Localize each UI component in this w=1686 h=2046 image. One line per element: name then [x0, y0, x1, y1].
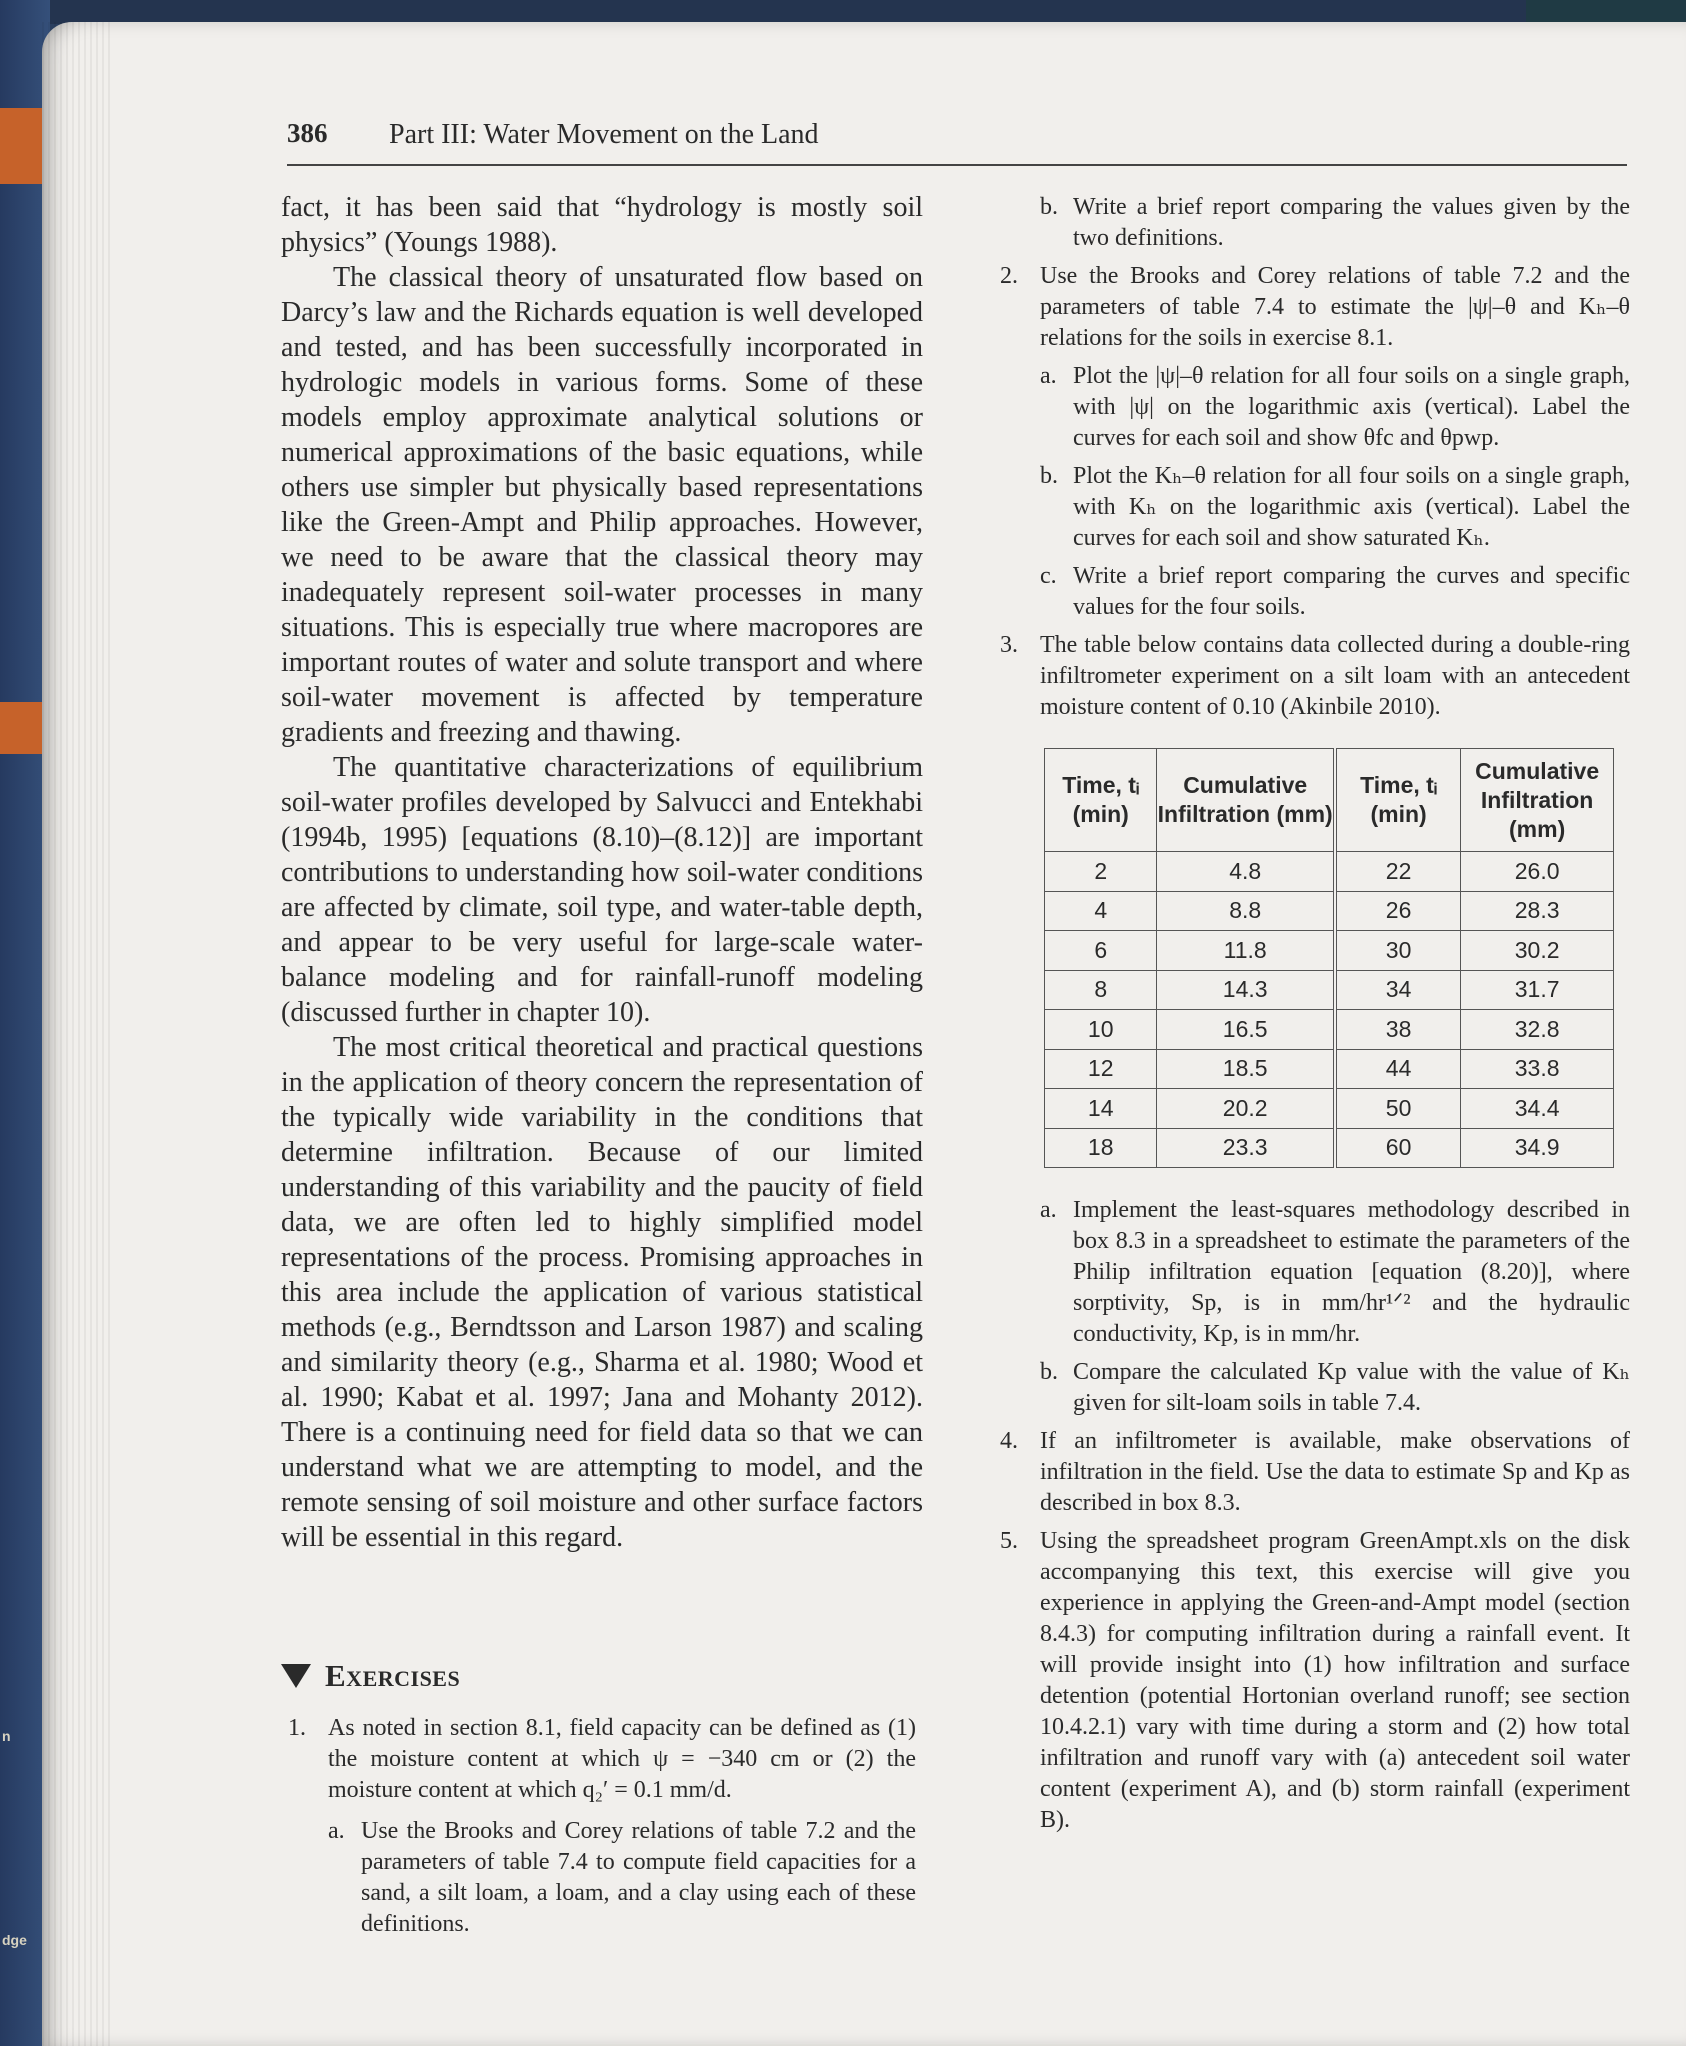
table-cell: 14.3	[1157, 970, 1335, 1010]
table-row	[1045, 852, 1614, 892]
exercise-list-left	[288, 1713, 916, 1940]
exercise-subitem	[328, 1816, 916, 1940]
table-cell: 38	[1335, 1010, 1461, 1050]
subitem-text: Use the Brooks and Corey relations of table 7.2 and the parameters of table 7.4 to compute field capacities for a sand, a silt loam, a loam, and a clay using each of these definitions.	[361, 1818, 916, 1937]
table-row	[1045, 891, 1614, 931]
table-cell: 44	[1335, 1049, 1461, 1089]
subitem-letter: a.	[1040, 1197, 1057, 1223]
subitem-letter: b.	[1040, 194, 1058, 220]
exercise-number: 3.	[1000, 632, 1018, 658]
table-cell: 30	[1335, 931, 1461, 971]
table-cell: 16.5	[1157, 1010, 1335, 1050]
table-cell: 26.0	[1461, 852, 1614, 892]
table-row	[1045, 1049, 1614, 1089]
subitem-letter: c.	[1040, 563, 1057, 589]
exercise-text: The table below contains data collected during a double-ring infiltrometer experiment on a silt loam with an antecedent moisture content of 0.10 (Akinbile 2010).	[1040, 632, 1630, 720]
exercise-text: Use the Brooks and Corey relations of table 7.2 and the parameters of table 7.4 to estimate the |ψ|–θ and Kₕ–θ relations for the soils in exercise 8.1.	[1040, 263, 1630, 351]
paragraph: The quantitative characterizations of equilibrium soil-water profiles developed by Salvucci and Entekhabi (1994b, 1995) [equations (8.10)–(8.12)] are important contributions to understanding how soil-water conditions are affected by climate, soil type, and water-table depth, and appear to be very useful for large-scale water-balance modeling and for rainfall-runoff modeling (discussed further in chapter 10).	[281, 752, 923, 1028]
exercise-number: 5.	[1000, 1528, 1018, 1554]
exercise-subitem	[1040, 561, 1630, 623]
table-cell: 30.2	[1461, 931, 1614, 971]
exercise-subitem	[1040, 192, 1630, 254]
column-header: Cumulative Infiltration (mm)	[1461, 749, 1614, 852]
table-cell: 33.8	[1461, 1049, 1614, 1089]
table-cell: 10	[1045, 1010, 1157, 1050]
subitem-text: Implement the least-squares methodology described in box 8.3 in a spreadsheet to estimate the parameters of the Philip infiltration equation [equation (8.20)], where sorptivity, Sp, is in mm/hr¹ᐟ² and the hydraulic conductivity, Kp, is in mm/hr.	[1073, 1197, 1630, 1347]
subitem-letter: b.	[1040, 463, 1058, 489]
column-header: Time, tᵢ (min)	[1045, 749, 1157, 852]
table-cell: 22	[1335, 852, 1461, 892]
column-header: Cumulative Infiltration (mm)	[1157, 749, 1335, 852]
table-cell: 31.7	[1461, 970, 1614, 1010]
exercise-text: If an infiltrometer is available, make observations of infiltration in the field. Use the data to estimate Sp and Kp as described in box 8.3.	[1040, 1428, 1630, 1516]
cover-band-middle	[0, 702, 46, 754]
exercise-number: 4.	[1000, 1428, 1018, 1454]
paragraph-continued: fact, it has been said that “hydrology is mostly soil physics” (Youngs 1988).	[281, 192, 923, 258]
table-row	[1045, 1089, 1614, 1129]
table-cell: 34.4	[1461, 1089, 1614, 1129]
table-cell: 26	[1335, 891, 1461, 931]
exercise-item	[1000, 261, 1630, 354]
subitem-letter: b.	[1040, 1359, 1058, 1385]
exercise-number: 2.	[1000, 263, 1018, 289]
running-header	[287, 118, 1627, 166]
table-cell: 34.9	[1461, 1128, 1614, 1168]
subitem-text: Write a brief report comparing the values given by the two definitions.	[1073, 194, 1630, 251]
column-header: Time, tᵢ (min)	[1335, 749, 1461, 852]
table-cell: 50	[1335, 1089, 1461, 1129]
cover-edge-text-1: n	[2, 1728, 11, 1744]
part-title: Part III: Water Movement on the Land	[389, 119, 819, 150]
exercise-subitem	[1040, 1195, 1630, 1350]
table-cell: 34	[1335, 970, 1461, 1010]
infiltration-data-table	[1044, 748, 1614, 1168]
table-cell: 18	[1045, 1128, 1157, 1168]
exercise-subitem	[1040, 461, 1630, 554]
table-cell: 14	[1045, 1089, 1157, 1129]
exercises-heading-text: Exercises	[325, 1658, 461, 1693]
table-cell: 20.2	[1157, 1089, 1335, 1129]
subitem-text: Compare the calculated Kp value with the value of Kₕ given for silt-loam soils in table 7.4.	[1073, 1359, 1630, 1416]
table-cell: 6	[1045, 931, 1157, 971]
right-column	[1000, 192, 1630, 730]
table-cell: 60	[1335, 1128, 1461, 1168]
exercise-text: Using the spreadsheet program GreenAmpt.xls on the disk accompanying this text, this exercise will give you experience in applying the Green-and-Ampt model (section 8.4.3) for computing infiltration during a rainfall event. It will provide insight into (1) how infiltration and surface detention (potential Hortonian overland runoff; see section 10.4.2.1) vary with time during a storm and (2) how total infiltration and runoff vary with (a) antecedent soil water content (experiment A), and (b) storm rainfall (experiment B).	[1040, 1528, 1630, 1833]
top-background	[0, 0, 1686, 24]
subitem-text: Plot the Kₕ–θ relation for all four soils on a single graph, with Kₕ on the logarithmic axis (vertical). Label the curves for each soil and show saturated Kₕ.	[1073, 463, 1630, 551]
table-cell: 8	[1045, 970, 1157, 1010]
table-row	[1045, 931, 1614, 971]
table-cell: 28.3	[1461, 891, 1614, 931]
subitem-text: Plot the |ψ|–θ relation for all four soils on a single graph, with |ψ| on the logarithmic axis (vertical). Label the curves for each soil and show θfc and θpwp.	[1073, 363, 1630, 451]
table-cell: 2	[1045, 852, 1157, 892]
table-cell: 18.5	[1157, 1049, 1335, 1089]
subitem-text: Write a brief report comparing the curves and specific values for the four soils.	[1073, 563, 1630, 620]
exercise-item	[288, 1713, 916, 1806]
page-number: 386	[287, 118, 328, 148]
paragraph: The classical theory of unsaturated flow based on Darcy’s law and the Richards equation is well developed and tested, and has been successfully incorporated in hydrologic models in various forms. Some of these models employ approximate analytical solutions or numerical approximations of the basic equations, while others use simpler but physically based representations like the Green-Ampt and Philip approaches. However, we need to be aware that the classical theory may inadequately represent soil-water processes in many situations. This is especially true where macropores are important routes of water and solute transport and where soil-water movement is affected by temperature gradients and freezing and thawing.	[281, 262, 923, 748]
exercise-number: 1.	[288, 1715, 306, 1741]
page-gutter	[42, 22, 112, 2046]
triangle-bullet-icon	[281, 1664, 311, 1688]
left-column	[281, 190, 923, 1555]
table-cell: 12	[1045, 1049, 1157, 1089]
exercise-text: As noted in section 8.1, field capacity can be defined as (1) the moisture content at which ψ = −340 cm or (2) the moisture content at which q₂′ = 0.1 mm/d.	[328, 1715, 916, 1803]
table-cell: 4	[1045, 891, 1157, 931]
table-cell: 11.8	[1157, 931, 1335, 971]
subitem-letter: a.	[1040, 363, 1057, 389]
table-row	[1045, 1010, 1614, 1050]
exercise-item	[1000, 1426, 1630, 1519]
exercise-subitem	[1040, 361, 1630, 454]
table-row	[1045, 970, 1614, 1010]
table-cell: 8.8	[1157, 891, 1335, 931]
exercise-item	[1000, 1526, 1630, 1836]
exercises-heading	[281, 1658, 460, 1694]
cover-edge-text-2: dge	[2, 1932, 27, 1948]
table-cell: 32.8	[1461, 1010, 1614, 1050]
subitem-letter: a.	[328, 1818, 345, 1844]
exercise-item	[1000, 630, 1630, 723]
cover-band-top	[0, 108, 46, 184]
table-cell: 23.3	[1157, 1128, 1335, 1168]
right-column-after-table	[1000, 1195, 1630, 1843]
exercise-subitem	[1040, 1357, 1630, 1419]
table-cell: 4.8	[1157, 852, 1335, 892]
table-body	[1045, 852, 1614, 1168]
table-header-row	[1045, 749, 1614, 852]
paragraph: The most critical theoretical and practical questions in the application of theory concern the representation of the typically wide variability in the conditions that determine infiltration. Because of our limited understanding of this variability and the paucity of field data, we are often led to highly simplified model representations of the process. Promising approaches in this area include the application of various statistical methods (e.g., Berndtsson and Larson 1987) and scaling and similarity theory (e.g., Sharma et al. 1980; Wood et al. 1990; Kabat et al. 1997; Jana and Mohanty 2012). There is a continuing need for field data so that we can understand what we are attempting to model, and the remote sensing of soil moisture and other surface factors will be essential in this regard.	[281, 1032, 923, 1553]
table-row	[1045, 1128, 1614, 1168]
